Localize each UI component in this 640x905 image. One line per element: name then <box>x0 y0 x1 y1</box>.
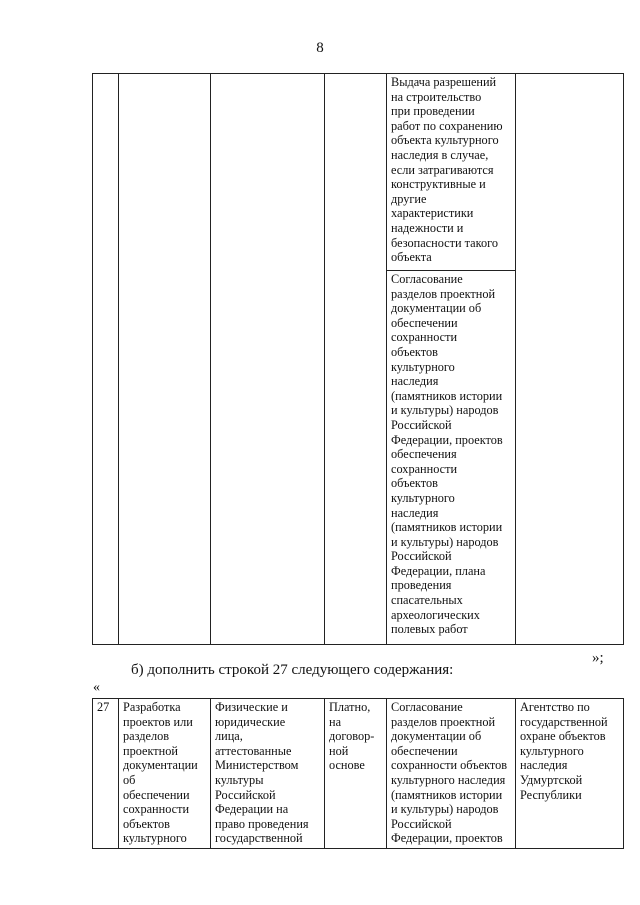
agency-cell <box>516 699 624 849</box>
payment-text: Платно, на договор- ной основе <box>329 700 375 773</box>
approval-text: Согласование разделов проектной документации об обеспечении сохранности объектов культурного наследия (памятников истории и культуры) народов Российской Федерации, проектов обеспечения сохранности объектов культурного наследия (памятников истории и культуры) народов Российской Федерации, плана проведения спасательных археологических полевых работ <box>391 272 503 637</box>
services-table-continuation <box>92 73 624 645</box>
service-cell <box>119 699 211 849</box>
agency-text: Агентство по государственной охране объектов культурного наследия Удмуртской Республики <box>520 700 608 802</box>
table-cell-service <box>119 74 211 645</box>
amendment-text: б) дополнить строкой 27 следующего содержания: <box>131 662 454 678</box>
permit-issue-text: Выдача разрешений на строительство при проведении работ по сохранению объекта культурного наследия в случае, если затрагиваются конструктивные и другие характеристики надежности и безопасности такого объекта <box>391 75 503 265</box>
applicants-text: Физические и юридические лица, аттестованные Министерством культуры Российской Федерации на право проведения государственной <box>215 700 309 846</box>
table-cell-procedure <box>387 271 516 645</box>
table-row <box>93 699 624 849</box>
payment-cell <box>325 699 387 849</box>
opening-quote: « <box>93 680 100 695</box>
table-cell-payment <box>325 74 387 645</box>
procedure-text: Согласование разделов проектной документации об обеспечении сохранности объектов культурного наследия (памятников истории и культуры) народов Российской Федерации, проектов <box>391 700 508 846</box>
table-cell-number <box>93 74 119 645</box>
table-cell-procedure <box>387 74 516 271</box>
service-text: Разработка проектов или разделов проектной документации об обеспечении сохранности объектов культурного <box>123 700 198 846</box>
table-cell-applicants <box>211 74 325 645</box>
services-table-row-27 <box>92 698 624 849</box>
row-number-cell <box>93 699 119 849</box>
table-cell-agency <box>516 74 624 645</box>
procedure-cell <box>387 699 516 849</box>
closing-quote: »; <box>592 650 604 666</box>
applicants-cell <box>211 699 325 849</box>
row-number: 27 <box>97 700 110 714</box>
page-number: 8 <box>316 40 324 56</box>
